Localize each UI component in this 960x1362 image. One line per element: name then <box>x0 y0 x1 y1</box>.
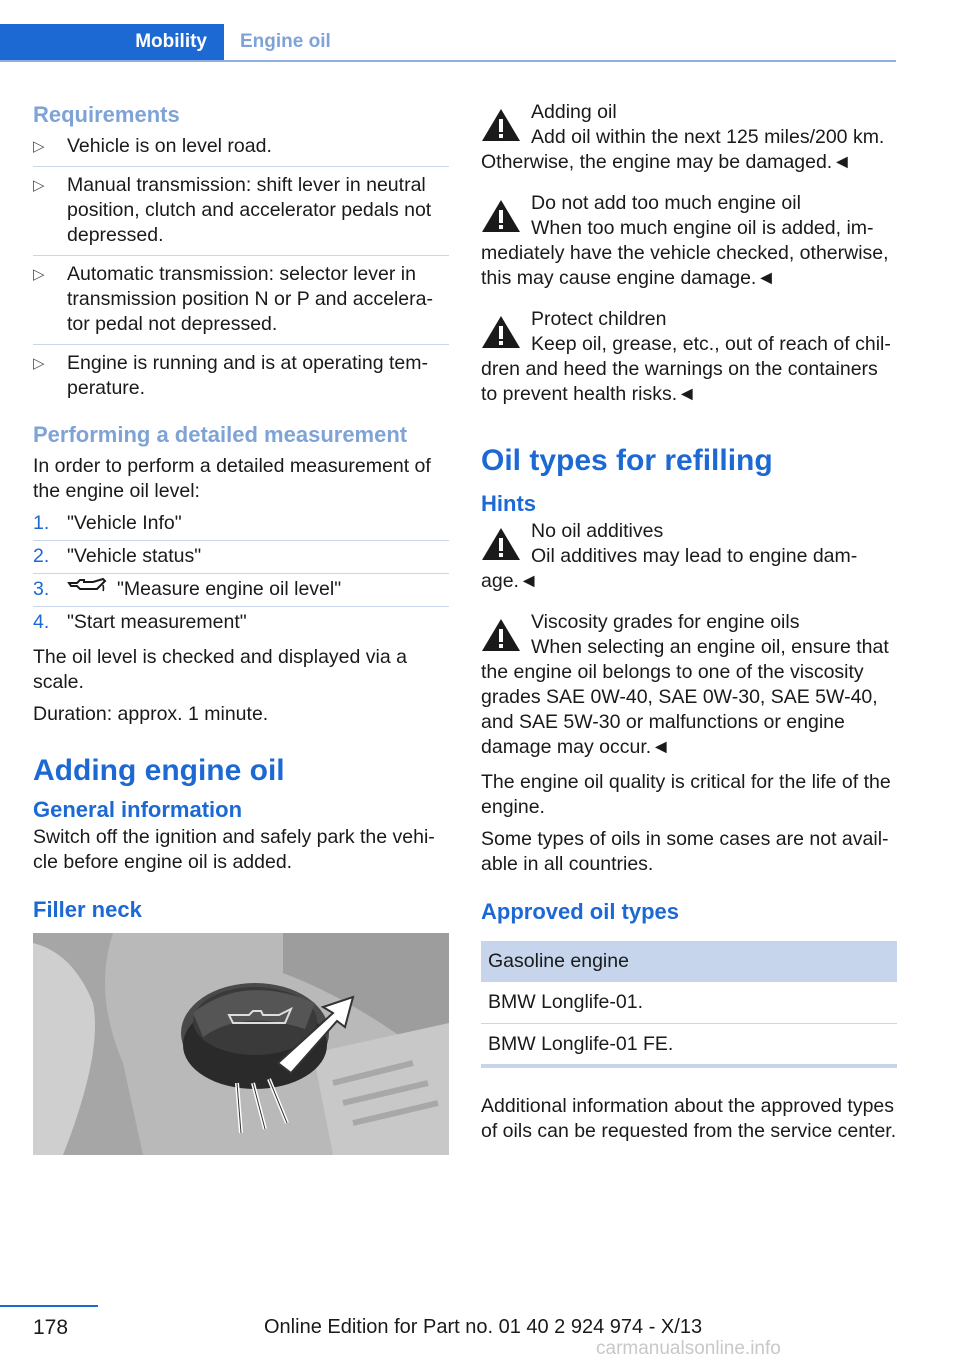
requirements-list <box>33 134 449 408</box>
table-cell: BMW Longlife-01. <box>481 982 897 1024</box>
measurement-intro: In order to perform a detailed measurement of the engine oil level: <box>33 455 431 502</box>
warning-protect-children <box>481 307 897 407</box>
warning-body: Add oil within the next 125 miles/200 km. Otherwise, the engine may be damaged.◄ <box>481 126 885 173</box>
warning-too-much-oil <box>481 191 897 291</box>
triangle-bullet-icon: ▷ <box>33 138 45 155</box>
warning-viscosity <box>481 610 897 760</box>
step-text: "Vehicle Info" <box>67 512 182 534</box>
triangle-bullet-icon: ▷ <box>33 266 45 283</box>
warning-title: Protect children <box>531 308 667 330</box>
requirements-heading: Requirements <box>33 102 180 127</box>
warning-title: Do not add too much engine oil <box>531 192 801 214</box>
list-item <box>33 262 449 345</box>
header-divider <box>0 60 896 62</box>
step-number: 1. <box>33 512 50 534</box>
filler-neck-photo <box>33 933 449 1155</box>
step-text: "Measure engine oil level" <box>117 578 342 600</box>
step-number: 4. <box>33 611 50 634</box>
step-number: 2. <box>33 545 50 567</box>
list-item <box>33 351 449 408</box>
step-text: "Vehicle status" <box>67 545 202 567</box>
triangle-bullet-icon: ▷ <box>33 355 45 372</box>
topic-tab: Engine oil <box>240 31 331 52</box>
warning-body: When too much engine oil is added, im-mediately have the vehicle checked, otherwise, this may cause engine damage.◄ <box>481 217 889 289</box>
warning-body: Keep oil, grease, etc., out of reach of chil-dren and heed the warnings on the containers to prevent health risks.◄ <box>481 333 891 405</box>
requirement-text: Automatic transmission: selector lever in transmission position N or P and accelera-tor pedal not depressed. <box>67 263 433 335</box>
edition-text: Online Edition for Part no. 01 40 2 924 974 - X/13 <box>264 1316 703 1338</box>
general-info-text: Switch off the ignition and safely park the vehi-cle before engine oil is added. <box>33 826 435 874</box>
warning-title: No oil additives <box>531 520 664 542</box>
table-bottom-rule <box>481 1064 897 1068</box>
step-number: 3. <box>33 578 50 600</box>
warning-body: Oil additives may lead to engine dam-age.◄ <box>481 545 858 592</box>
oil-types-heading: Oil types for refilling <box>481 444 773 477</box>
footer-divider <box>0 1305 98 1307</box>
step-text: "Start measurement" <box>67 611 247 634</box>
list-item <box>33 511 449 541</box>
warning-triangle-icon <box>481 199 521 240</box>
list-item <box>33 577 449 607</box>
list-item <box>33 544 449 574</box>
page-number: 178 <box>33 1316 69 1339</box>
watermark-text: carmanualsonline.info <box>596 1338 781 1359</box>
warning-triangle-icon <box>481 108 521 149</box>
approved-oil-table <box>481 941 897 1066</box>
oil-quality-text: The engine oil quality is critical for the life of the engine. <box>481 771 891 818</box>
list-item <box>33 173 449 256</box>
right-column <box>481 100 897 1151</box>
measurement-duration: Duration: approx. 1 minute. <box>33 703 269 726</box>
table-cell: BMW Longlife-01 FE. <box>481 1024 897 1066</box>
filler-neck-heading: Filler neck <box>33 897 142 923</box>
warning-title: Viscosity grades for engine oils <box>531 611 800 633</box>
oil-availability-text: Some types of oils in some cases are not avail-able in all countries. <box>481 828 889 875</box>
list-item <box>33 134 449 167</box>
warning-triangle-icon <box>481 618 521 659</box>
additional-info-text: Additional information about the approved types of oils can be requested from the service center. <box>481 1095 897 1142</box>
warning-adding-oil <box>481 100 897 175</box>
requirement-text: Vehicle is on level road. <box>67 135 272 157</box>
adding-oil-heading: Adding engine oil <box>33 754 285 788</box>
oil-can-icon <box>67 577 107 602</box>
measurement-steps <box>33 511 449 639</box>
hints-heading: Hints <box>481 491 536 516</box>
requirement-text: Engine is running and is at operating tem-perature. <box>67 352 428 399</box>
triangle-bullet-icon: ▷ <box>33 177 45 194</box>
requirement-text: Manual transmission: shift lever in neutral position, clutch and accelerator pedals not depressed. <box>67 174 432 246</box>
table-row <box>481 1024 897 1066</box>
warning-no-additives <box>481 519 897 594</box>
table-header-row <box>481 941 897 982</box>
warning-triangle-icon <box>481 315 521 356</box>
page-header <box>0 24 896 62</box>
warning-triangle-icon <box>481 527 521 568</box>
warning-body: When selecting an engine oil, ensure that the engine oil belongs to one of the viscosity grades SAE 0W-40, SAE 0W-30, SAE 5W-40, and SAE 5W-30 or malfunctions or engine damage may occur.◄ <box>481 636 889 758</box>
table-header-cell: Gasoline engine <box>481 941 897 982</box>
list-item <box>33 610 449 639</box>
approved-oil-heading: Approved oil types <box>481 899 680 924</box>
measurement-result: The oil level is checked and displayed via a scale. <box>33 646 407 694</box>
table-row <box>481 982 897 1024</box>
left-column <box>33 100 449 1155</box>
measurement-heading: Performing a detailed measurement <box>33 422 408 447</box>
section-tab: Mobility <box>0 24 224 60</box>
general-info-heading: General information <box>33 797 243 823</box>
warning-title: Adding oil <box>531 101 617 123</box>
